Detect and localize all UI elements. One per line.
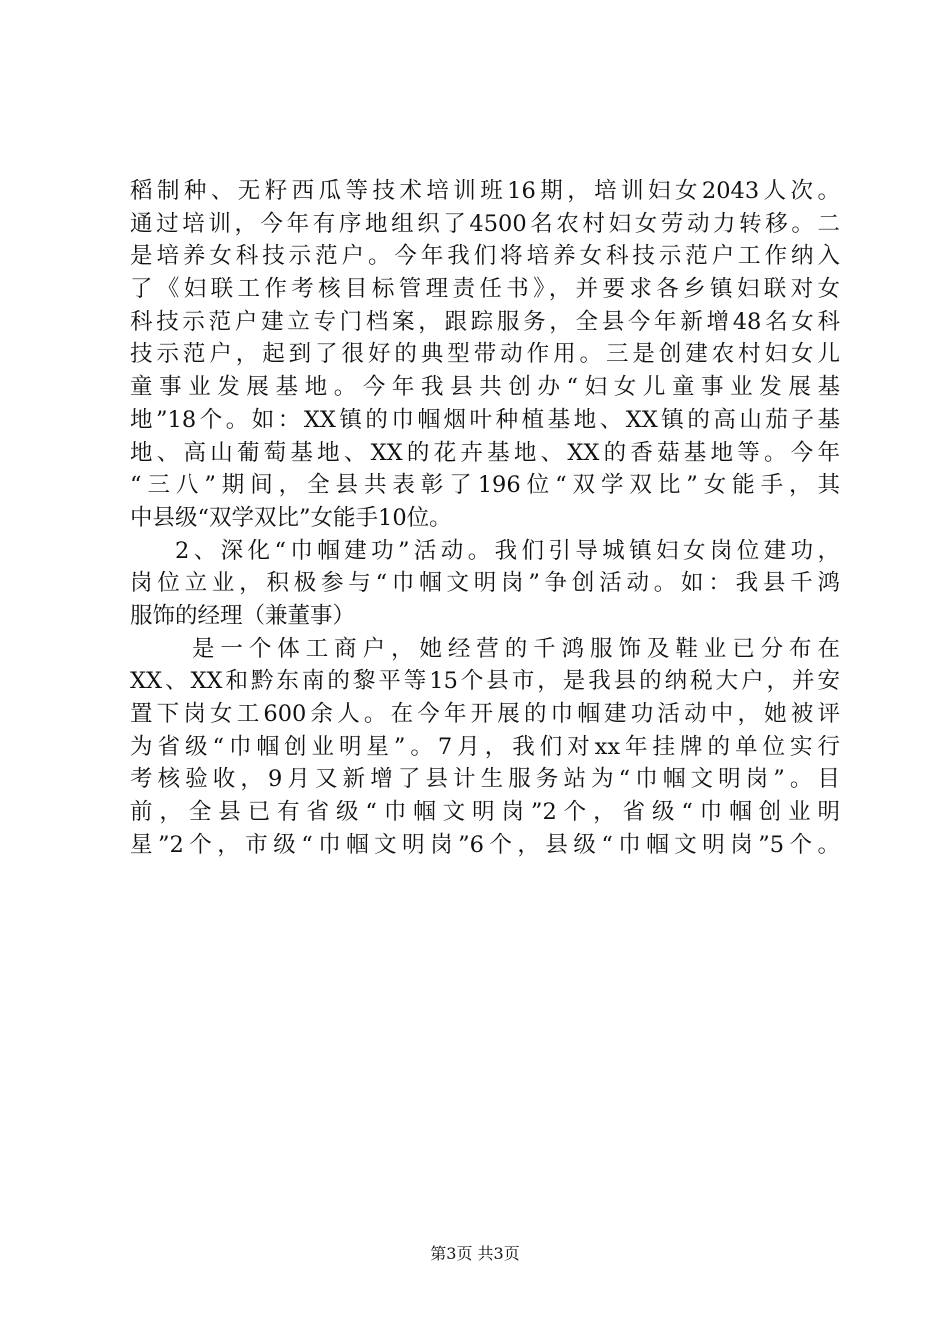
text-line: 中县级“双学双比”女能手10位。 [130, 504, 452, 531]
text-line: 岗位立业，积极参与“巾帼文明岗”争创活动。如：我县千鸿 [130, 570, 840, 597]
text-line: 星”2个，市级“巾帼文明岗”6个，县级“巾帼文明岗”5个。 [130, 831, 840, 858]
text-line: 地、高山葡萄基地、XX的花卉基地、XX的香菇基地等。今年 [130, 439, 840, 466]
document-body [130, 175, 840, 861]
text-line: 了《妇联工作考核目标管理责任书》，并要求各乡镇妇联对女 [130, 276, 840, 303]
text-line: 是一个体工商户，她经营的千鸿服饰及鞋业已分布在 [192, 635, 840, 662]
text-line: 置下岗女工600余人。在今年开展的巾帼建功活动中，她被评 [130, 701, 840, 727]
text-line: XX、XX和黔东南的黎平等15个县市，是我县的纳税大户，并安 [130, 668, 840, 695]
text-line: “三八”期间，全县共表彰了196位“双学双比”女能手，其 [130, 472, 840, 499]
text-line: 为省级“巾帼创业明星”。7月，我们对xx年挂牌的单位实行 [130, 733, 840, 760]
text-line: 通过培训，今年有序地组织了4500名农村妇女劳动力转移。二 [130, 210, 840, 237]
text-line: 前，全县已有省级“巾帼文明岗”2个，省级“巾帼创业明 [130, 799, 840, 826]
text-line: 科技示范户建立专门档案，跟踪服务，全县今年新增48名女科 [130, 308, 840, 335]
text-line: 童事业发展基地。今年我县共创办“妇女儿童事业发展基 [130, 374, 840, 401]
page-number-footer: 第3页 共3页 [430, 1244, 520, 1263]
text-line: 是培养女科技示范户。今年我们将培养女科技示范户工作纳入 [130, 243, 840, 270]
text-line: 稻制种、无籽西瓜等技术培训班16期，培训妇女2043人次。 [130, 178, 840, 204]
text-line: 技示范户，起到了很好的典型带动作用。三是创建农村妇女儿 [130, 341, 840, 368]
text-line: 考核验收，9月又新增了县计生服务站为“巾帼文明岗”。目 [130, 766, 840, 793]
text-line: 服饰的经理（兼董事） [130, 602, 356, 629]
text-line: 2、深化“巾帼建功”活动。我们引导城镇妇女岗位建功， [175, 537, 840, 564]
text-line: 地”18个。如：XX镇的巾帼烟叶种植基地、XX镇的高山茄子基 [130, 406, 840, 433]
